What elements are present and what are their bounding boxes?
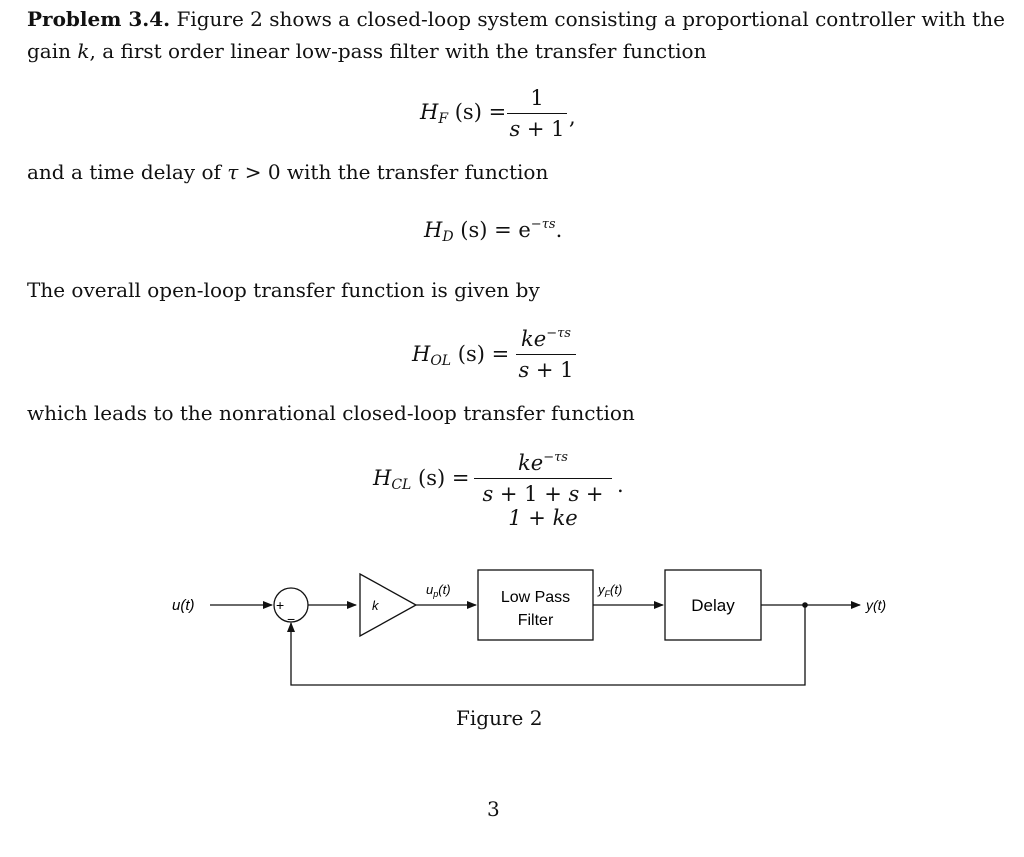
output-label: y(t) <box>866 597 887 613</box>
control-signal-label: $u_p(t)$ <box>426 582 451 599</box>
eq3-denominator: s + 1 <box>518 358 574 382</box>
page-number: 3 <box>487 797 500 821</box>
figure-caption: Figure 2 <box>456 706 543 730</box>
tau-variable: τ <box>227 160 239 184</box>
filter-label-line1: Low Pass <box>500 589 571 606</box>
equation-delay: $H_D$ $(s) = e^{-\tau s}$. <box>424 217 563 245</box>
filtered-signal-label: $y_F(t)$ <box>598 582 623 599</box>
closed-loop-sentence: which leads to the nonrational closed-loop transfer function <box>27 401 635 425</box>
eq1-comma: , <box>569 105 576 129</box>
minus-sign: − <box>287 611 296 627</box>
eq4-period: . <box>617 473 624 497</box>
open-loop-sentence: The overall open-loop transfer function is given by <box>27 278 540 302</box>
gain-block <box>360 574 416 636</box>
delay-label: Delay <box>691 596 735 615</box>
plus-sign: + <box>276 597 285 613</box>
input-label: u(t) <box>172 597 195 614</box>
filter-label-line2: Filter <box>517 612 554 629</box>
equation-filter-lhs: $H_F$ (s) = <box>420 100 507 127</box>
eq1-denominator: s + 1 <box>509 117 565 141</box>
problem-statement-line2: gain k, a first order linear low-pass filter with the transfer function <box>27 39 707 63</box>
eq3-numerator: $ke^{-\tau s}$ <box>521 326 571 351</box>
problem-label: Problem 3.4. <box>27 7 171 31</box>
delay-sentence: and a time delay of τ > 0 with the transfer function <box>27 160 549 184</box>
problem-line1: Figure 2 shows a closed-loop system consisting a proportional controller with the <box>170 7 1005 31</box>
equation-closed-loop-lhs: $H_{CL}$ (s) = <box>373 466 470 493</box>
eq4-numerator: $ke^{-\tau s}$ <box>518 450 568 475</box>
eq1-numerator: 1 <box>530 86 544 110</box>
equation-open-loop-lhs: $H_{OL}$ (s) = <box>412 342 510 369</box>
gain-label: k <box>372 598 379 613</box>
gain-variable: k <box>77 39 90 63</box>
eq4-denominator: s + 1 + s + 1 + ke <box>482 482 604 530</box>
